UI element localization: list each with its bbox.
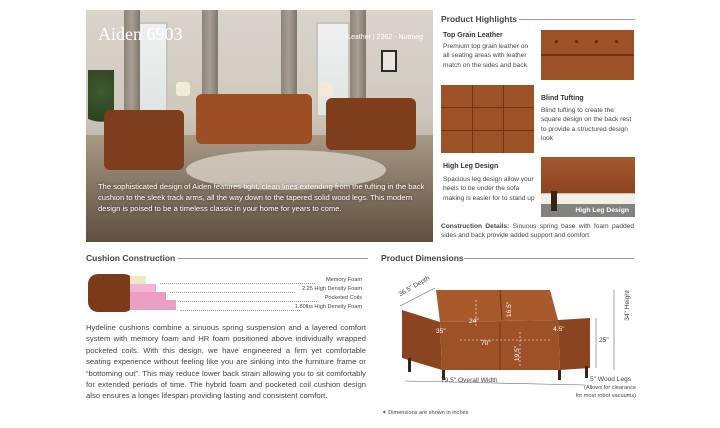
high-leg-badge: High Leg Design	[541, 204, 635, 217]
cushion-diagram	[86, 270, 181, 315]
highlight-text: Blind tufting to create the square design on the back rest to provide a structured design look	[541, 107, 632, 142]
highlights-heading: Product Highlights	[441, 14, 518, 24]
highlight-title: Blind Tufting	[541, 95, 584, 102]
cushion-layer-label: 2.25 High Density Foam	[301, 286, 362, 292]
cushion-description: Hydeline cushions combine a sinuous spring suspension and a layered comfort system with memory foam and HR foam positioned above individually wrapped pocketed coils. With this design, we have engineered a firm yet comfortable seating experience without feeling like you are sinking into the furniture frame or “bottoming out”. This may reduce lower back strain allowing you to sit comfortably for extended periods of time. The hybrid foam and pocketed coil cushion design also ensures a longer lifespan providing lasting and consistent comfort.	[86, 323, 366, 401]
hd-foam-layer	[130, 284, 156, 292]
leader-line	[160, 283, 315, 284]
cushion-cover	[88, 274, 134, 312]
sofa-leg	[585, 366, 588, 378]
loveseat	[326, 98, 416, 150]
seat-height-inner-label: 19.5"	[514, 345, 522, 362]
construction-label: Construction Details:	[441, 223, 510, 230]
footnote-text: Dimensions are shown in inches	[388, 410, 469, 416]
construction-details	[441, 222, 634, 241]
cushion-layer-label: 1.80lbs High Density Foam	[294, 304, 362, 310]
legs-label: 5" Wood Legs	[590, 376, 632, 383]
pocketed-coils-layer	[130, 292, 166, 300]
dimensions-heading: Product Dimensions	[381, 253, 464, 263]
high-leg-image	[541, 157, 635, 217]
armchair	[104, 110, 184, 170]
leader-line	[180, 301, 317, 302]
seat-depth-label: 24"	[469, 318, 479, 325]
construction-text: Sinuous spring base with foam padded sides and back provide added support and comfort	[441, 223, 634, 240]
sofa-back	[436, 290, 558, 322]
lamp	[319, 82, 333, 96]
sofa	[196, 94, 312, 144]
leader-line	[180, 310, 302, 311]
arm-width-label: 4.5"	[553, 326, 565, 333]
arm-height-label: 16.5"	[506, 301, 514, 318]
leather-swatch-image	[541, 30, 634, 80]
hero-image	[86, 10, 433, 242]
base-foam-layer	[130, 300, 176, 310]
depth-label: 36.5" Depth	[397, 274, 432, 299]
lamp	[176, 82, 190, 96]
highlight-text: Spacious leg design allow your heels to be under the sofa making is easier for to stand up	[443, 176, 535, 202]
divider	[519, 19, 635, 20]
star-icon: ✦	[382, 410, 387, 416]
highlight-text: Premium top grain leather on all seating areas with leather match on the sides and back	[443, 43, 529, 69]
memory-foam-layer	[130, 276, 146, 284]
sofa-leg	[558, 370, 561, 380]
legs-note: for most robot vacuums)	[575, 393, 636, 399]
seat-width-left-label: 35"	[436, 328, 446, 335]
height-label: 34" Height	[623, 290, 631, 321]
sofa-leg	[408, 358, 411, 372]
seat-height-label: 25"	[599, 337, 609, 344]
tufting-image	[441, 85, 534, 153]
divider	[178, 258, 368, 259]
hero-subtitle: Leather | 2362 - Nutmeg	[347, 34, 423, 41]
hero-title: Aiden 6903	[98, 24, 183, 44]
overall-width-label: 79.5" Overall Width	[441, 377, 498, 384]
leader-line	[170, 292, 295, 293]
highlight-title: High Leg Design	[443, 163, 499, 170]
legs-note: (Allows for clearance	[584, 385, 636, 391]
seat-width-label: 70"	[481, 340, 491, 347]
wall-art	[381, 50, 397, 72]
cushion-heading: Cushion Construction	[86, 253, 176, 263]
cushion-layer-label: Memory Foam	[325, 277, 362, 283]
divider	[464, 258, 634, 259]
cushion-layer-label: Pocketed Coils	[324, 295, 362, 301]
dimensions-footnote	[382, 410, 468, 416]
highlight-title: Top Grain Leather	[443, 32, 503, 39]
hero-description: The sophisticated design of Aiden features tight, clean lines extending from the tufting in the back cushion to the sleek track arms, all the way down to the tapered solid wood legs. This modern design is poised to be a timeless classic in your home for years to come.	[98, 182, 425, 213]
